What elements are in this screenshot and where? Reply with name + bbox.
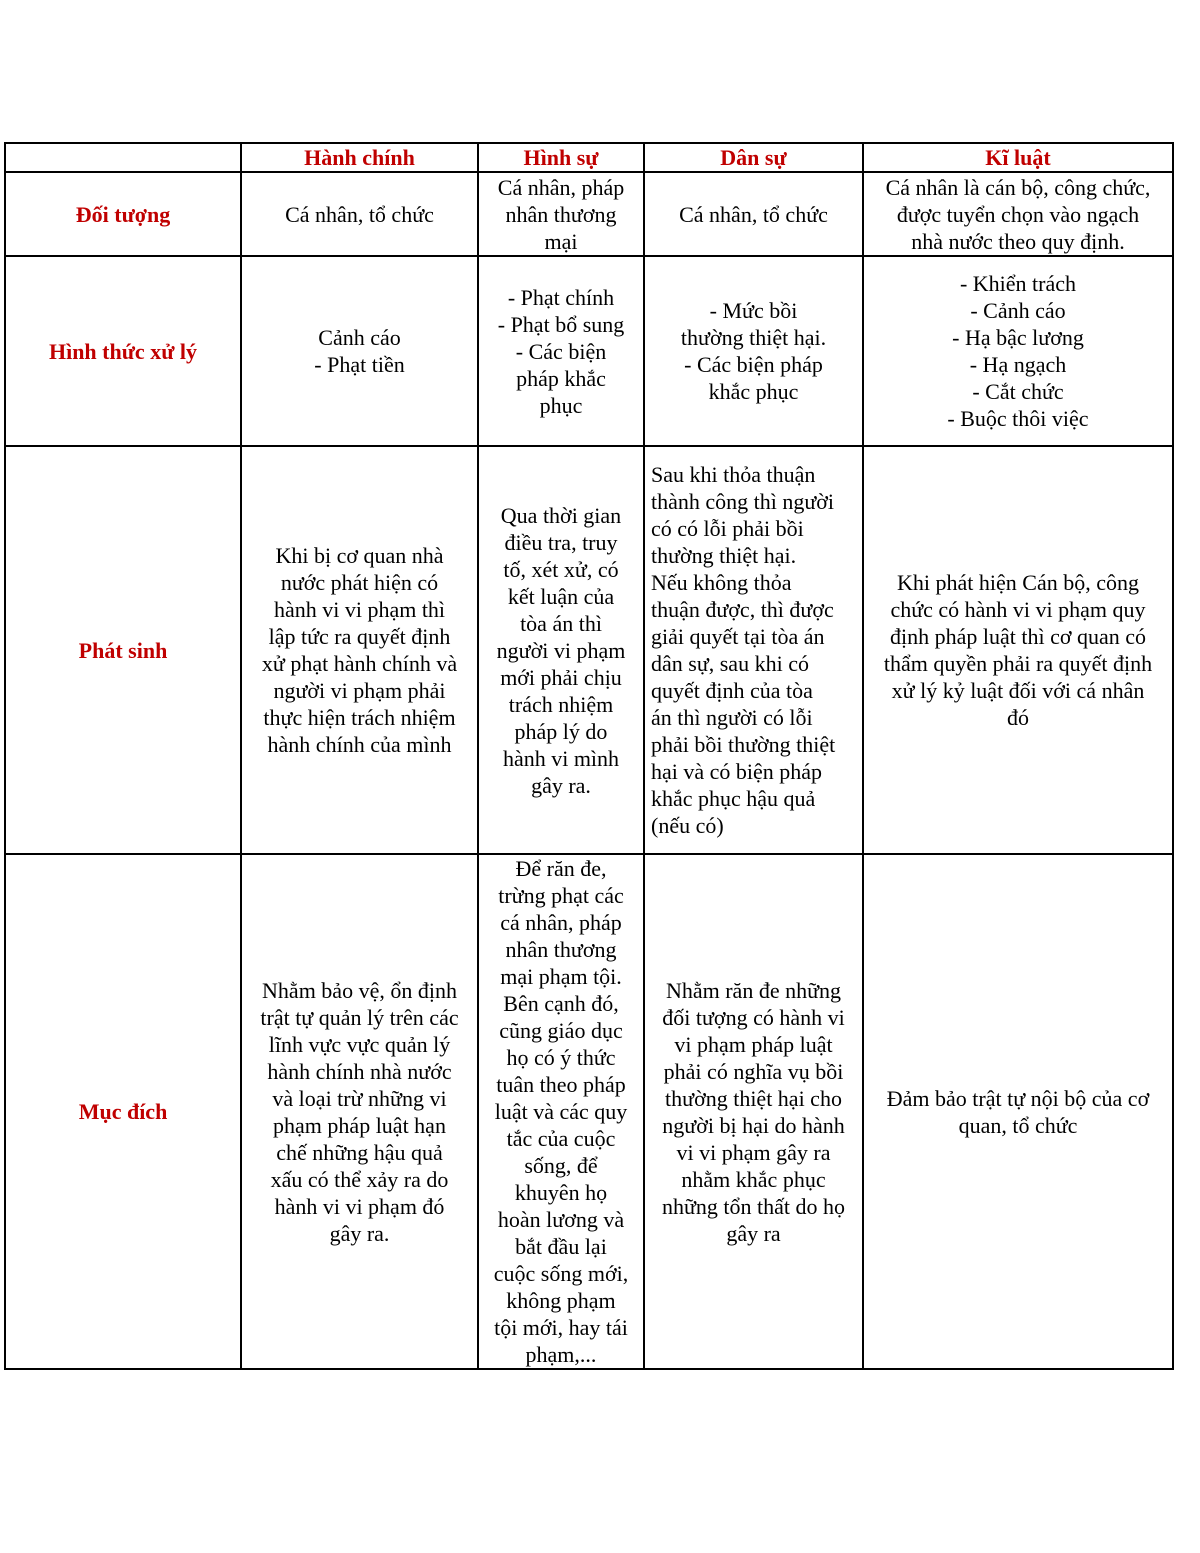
cell-line: xấu có thể xảy ra do <box>270 1166 449 1192</box>
cell <box>863 446 1173 854</box>
cell-line: luật và các quy <box>494 1099 628 1124</box>
cell <box>478 256 644 446</box>
cell-line: thường thiệt hại. <box>651 543 797 568</box>
cell-line: - Cắt chức <box>972 379 1064 404</box>
comparison-table <box>4 142 1174 1370</box>
cell-line: Cá nhân, tổ chức <box>679 201 828 227</box>
cell-line: được tuyển chọn vào ngạch <box>896 201 1140 227</box>
cell-line: quyết định của tòa <box>651 678 813 703</box>
cell-line: có có lỗi phải bồi <box>651 516 804 541</box>
cell-line: cuộc sống mới, <box>493 1261 629 1286</box>
cell-line: thành công thì người <box>651 489 835 514</box>
row-label-phat-sinh: Phát sinh <box>5 446 241 854</box>
cell <box>863 172 1173 256</box>
cell-line: người vi phạm phải <box>273 678 446 703</box>
cell-line: giải quyết tại tòa án <box>651 624 825 649</box>
cell-line: dân sự, sau khi có <box>651 651 809 676</box>
cell <box>478 172 644 256</box>
table-header-row <box>5 143 1173 172</box>
cell-line: - Phạt tiền <box>314 352 405 377</box>
row-label-muc-dich: Mục đích <box>5 854 241 1369</box>
cell-line: gây ra <box>726 1220 781 1246</box>
cell-line: hành vi vi phạm đó <box>274 1193 445 1219</box>
cell-line: (nếu có) <box>651 813 724 838</box>
cell-line: điều tra, truy <box>504 529 618 555</box>
cell-line: vi phạm pháp luật <box>674 1031 833 1057</box>
table-row-muc-dich <box>5 854 1173 1369</box>
cell-line: nước phát hiện có <box>280 570 439 595</box>
cell-line: vi vi phạm gây ra <box>676 1139 831 1165</box>
cell-line: mại phạm tội. <box>500 964 622 989</box>
cell <box>863 256 1173 446</box>
cell-line: thường thiệt hại. <box>680 325 827 350</box>
cell-line: hoàn lương và <box>497 1207 625 1232</box>
cell-line: Sau khi thỏa thuận <box>651 462 816 487</box>
cell-line: - Phạt bổ sung <box>497 311 625 337</box>
header-ki-luat: Kĩ luật <box>863 143 1173 172</box>
cell-line: phải có nghĩa vụ bồi <box>663 1058 844 1084</box>
cell-line: thuận được, thì được <box>651 597 834 622</box>
cell-line: mới phải chịu <box>500 664 622 690</box>
table-row-hinh-thuc-xu-ly <box>5 256 1173 446</box>
cell <box>478 446 644 854</box>
cell-line: khắc phục hậu quả <box>651 786 816 811</box>
cell-line: - Buộc thôi việc <box>947 406 1089 431</box>
cell-line: thường thiệt hại cho <box>665 1085 842 1111</box>
cell-line: phạm pháp luật hạn <box>273 1112 446 1138</box>
cell-line: Để răn đe, <box>515 856 607 881</box>
cell-line: Cảnh cáo <box>318 325 401 350</box>
row-label-hinh-thuc-xu-ly: Hình thức xử lý <box>5 256 241 446</box>
header-hanh-chinh: Hành chính <box>241 143 478 172</box>
header-corner <box>5 143 241 172</box>
cell-line: phải bồi thường thiệt <box>651 732 836 757</box>
cell-line: tuân theo pháp <box>496 1072 626 1097</box>
cell-line: gây ra. <box>329 1220 390 1246</box>
cell-line: Nhằm bảo vệ, ổn định <box>262 977 457 1003</box>
header-dan-su: Dân sự <box>644 143 863 172</box>
cell-line: người vi phạm <box>496 637 626 663</box>
cell <box>644 854 863 1369</box>
cell <box>478 854 644 1369</box>
cell-line: phạm,... <box>525 1342 597 1367</box>
cell-line: hành chính nhà nước <box>267 1058 452 1084</box>
cell-line: Đảm bảo trật tự nội bộ của cơ <box>886 1085 1150 1111</box>
cell-line: sống, để <box>524 1153 598 1178</box>
cell-line: Nếu không thỏa <box>651 570 792 595</box>
cell-line: - Hạ bậc lương <box>952 325 1084 350</box>
cell-line: họ có ý thức <box>506 1045 616 1070</box>
cell-line: - Hạ ngạch <box>969 352 1067 377</box>
cell-line: khuyên họ <box>514 1180 608 1205</box>
cell-line: khắc phục <box>708 379 799 404</box>
cell-line: thẩm quyền phải ra quyết định <box>883 651 1153 676</box>
cell-line: án thì người có lỗi <box>651 705 813 730</box>
row-label-doi-tuong: Đối tượng <box>5 172 241 256</box>
cell-line: xử phạt hành chính và <box>261 651 458 676</box>
cell-line: hành vi vi phạm thì <box>273 597 446 622</box>
cell-line: trách nhiệm <box>508 691 614 717</box>
cell-line: pháp lý do <box>514 718 608 744</box>
cell-line: cũng giáo dục <box>499 1018 623 1043</box>
cell-line: cá nhân, pháp <box>500 910 622 935</box>
cell-line: lập tức ra quyết định <box>268 624 451 649</box>
cell <box>644 446 863 854</box>
cell-line: - Các biện <box>515 338 607 364</box>
header-hinh-su: Hình sự <box>478 143 644 172</box>
table-row-doi-tuong <box>5 172 1173 256</box>
cell-line: thực hiện trách nhiệm <box>263 705 456 730</box>
cell-line: gây ra. <box>531 772 591 798</box>
cell-line: hại và có biện pháp <box>651 759 823 784</box>
cell-line: nhân thương <box>505 201 617 227</box>
cell-line: nhằm khắc phục <box>681 1166 826 1192</box>
cell-line: không phạm <box>506 1288 616 1313</box>
cell-line: - Cảnh cáo <box>970 298 1066 323</box>
cell-line: đó <box>1007 705 1029 730</box>
cell-line: - Phạt chính <box>507 284 615 310</box>
cell-line: trật tự quản lý trên các <box>260 1004 459 1030</box>
cell-line: - Các biện pháp <box>684 352 823 377</box>
cell-line: - Mức bồi <box>709 298 798 323</box>
cell <box>241 446 478 854</box>
cell <box>644 256 863 446</box>
cell-line: nhân thương <box>505 937 617 962</box>
cell-line: chế những hậu quả <box>276 1139 443 1165</box>
cell <box>863 854 1173 1369</box>
cell-line: chức có hành vi vi phạm quy <box>890 597 1146 622</box>
cell <box>241 172 478 256</box>
cell-line: pháp khắc <box>516 365 606 391</box>
cell <box>241 854 478 1369</box>
cell-line: người bị hại do hành <box>662 1112 845 1138</box>
cell-line: Cá nhân là cán bộ, công chức, <box>885 174 1151 200</box>
cell-line: quan, tổ chức <box>958 1112 1078 1138</box>
table-row-phat-sinh <box>5 446 1173 854</box>
cell-line: những tổn thất do họ <box>661 1193 846 1219</box>
cell-line: Khi bị cơ quan nhà <box>275 543 444 568</box>
cell <box>644 172 863 256</box>
cell-line: phục <box>539 392 583 418</box>
cell-line: định pháp luật thì cơ quan có <box>889 624 1147 649</box>
cell-line: xử lý kỷ luật đối với cá nhân <box>891 678 1145 703</box>
cell-line: mại <box>544 228 578 254</box>
cell-line: Bên cạnh đó, <box>503 991 619 1016</box>
cell-line: tội mới, hay tái <box>494 1315 628 1340</box>
cell-line: Khi phát hiện Cán bộ, công <box>897 570 1139 595</box>
cell-line: hành vi mình <box>502 745 620 771</box>
cell-line: Cá nhân, pháp <box>497 174 625 200</box>
cell-line: tắc của cuộc <box>506 1126 616 1151</box>
cell-line: kết luận của <box>507 583 615 609</box>
cell-line: - Khiển trách <box>959 271 1077 296</box>
cell-line: trừng phạt các <box>498 883 624 908</box>
cell-line: lĩnh vực vực quản lý <box>268 1031 451 1057</box>
cell-line: và loại trừ những vi <box>272 1085 447 1111</box>
cell <box>241 256 478 446</box>
cell-line: Cá nhân, tổ chức <box>285 201 434 227</box>
cell-line: hành chính của mình <box>267 732 452 757</box>
cell-line: tòa án thì <box>520 610 602 636</box>
cell-line: nhà nước theo quy định. <box>911 228 1125 254</box>
cell-line: bắt đầu lại <box>515 1234 607 1259</box>
cell-line: Qua thời gian <box>500 502 622 528</box>
cell-line: tố, xét xử, có <box>503 556 619 582</box>
cell-line: đối tượng có hành vi <box>662 1004 845 1030</box>
cell-line: Nhằm răn đe những <box>665 977 842 1003</box>
